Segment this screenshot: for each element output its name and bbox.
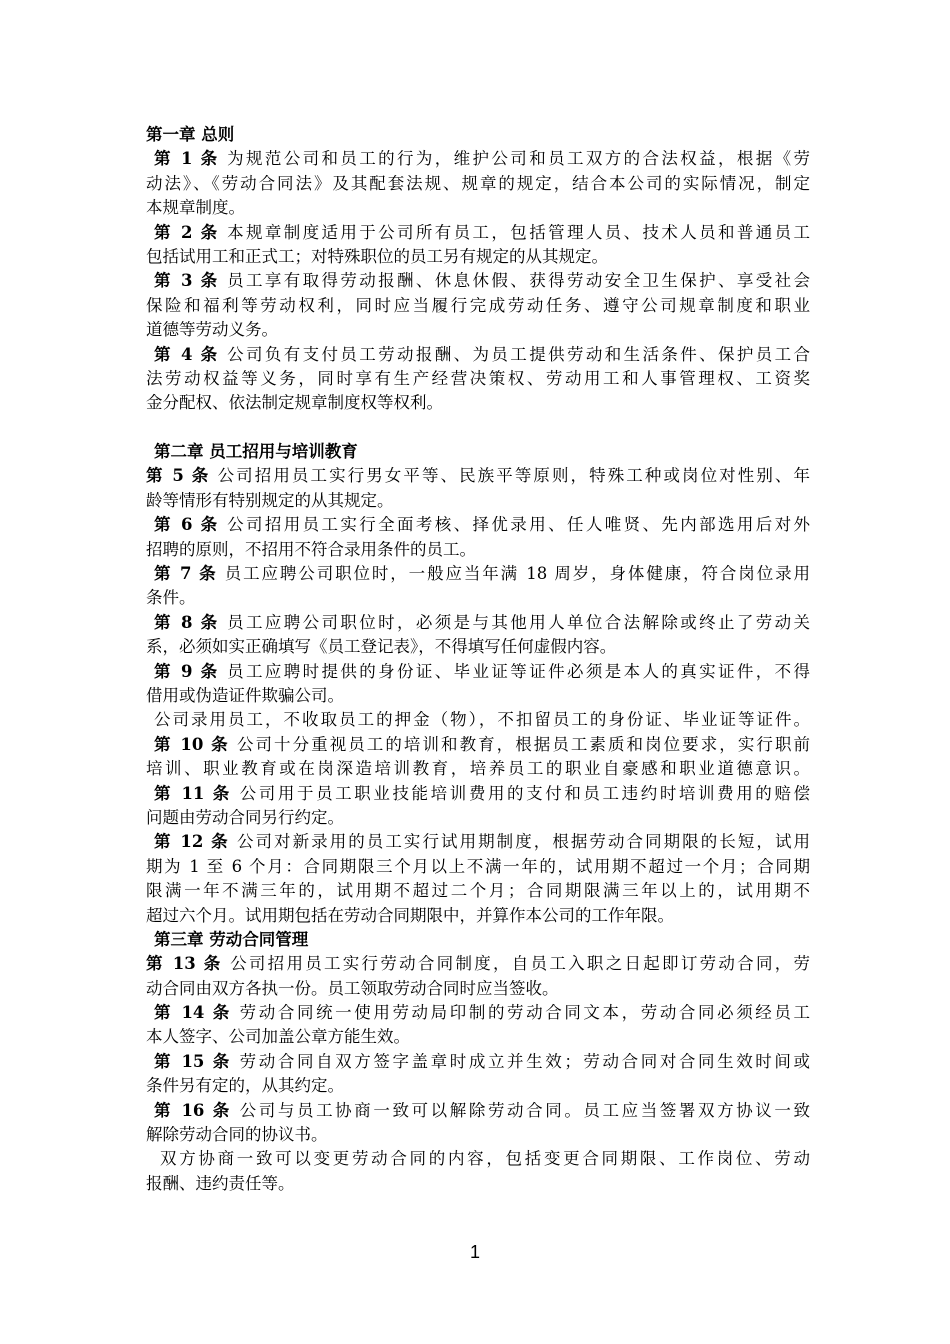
article-7-line-2: 条件。	[146, 588, 196, 608]
article-7-label: 第 7 条	[154, 564, 218, 584]
article-8-line-1: 第 8 条 员工应聘公司职位时，必须是与其他用人单位合法解除或终止了劳动关	[154, 612, 810, 632]
page-number: 1	[469, 1242, 480, 1262]
article-8-label: 第 8 条	[154, 612, 220, 632]
chapter-3-title: 第三章 劳动合同管理	[154, 929, 309, 949]
article-4-label: 第 4 条	[154, 344, 220, 364]
article-15-line-1: 第 15 条 劳动合同自双方签字盖章时成立并生效；劳动合同对合同生效时间或	[154, 1051, 810, 1071]
article-3-label: 第 3 条	[154, 271, 220, 291]
article-13-line-1: 第 13 条 公司招用员工实行劳动合同制度，自员工入职之日起即订劳动合同，劳	[146, 954, 811, 974]
article-13-line-2: 动合同由双方各执一份。员工领取劳动合同时应当签收。	[146, 978, 559, 998]
article-5-label: 第 5 条	[146, 466, 211, 486]
article-11-label: 第 11 条	[154, 783, 232, 803]
article-1-line-2: 动法》、《劳动合同法》及其配套法规、规章的规定，结合本公司的实际情况，制定	[146, 173, 810, 193]
article-16-line-1: 第 16 条 公司与员工协商一致可以解除劳动合同。员工应当签署双方协议一致	[154, 1100, 810, 1120]
article-6-line-1: 第 6 条 公司招用员工实行全面考核、择优录用、任人唯贤、先内部选用后对外	[154, 515, 810, 535]
article-3-line-3: 道德等劳动义务。	[146, 320, 278, 340]
article-15-line-2: 条件另有定的，从其约定。	[146, 1076, 344, 1096]
article-14-label: 第 14 条	[154, 1003, 232, 1023]
article-14-line-1: 第 14 条 劳动合同统一使用劳动局印制的劳动合同文本，劳动合同必须经员工	[154, 1003, 810, 1023]
article-13-label: 第 13 条	[146, 954, 223, 974]
article-14-line-2: 本人签字、公司加盖公章方能生效。	[146, 1027, 410, 1047]
article-6-line-2: 招聘的原则，不招用不符合录用条件的员工。	[146, 539, 476, 559]
article-9-label: 第 9 条	[154, 661, 220, 681]
article-2-line-2: 包括试用工和正式工；对特殊职位的员工另有规定的从其规定。	[146, 246, 608, 266]
article-9-line-1: 第 9 条 员工应聘时提供的身份证、毕业证等证件必须是本人的真实证件，不得	[154, 661, 810, 681]
article-9-line-2: 借用或伪造证件欺骗公司。	[146, 685, 344, 705]
article-15-label: 第 15 条	[154, 1051, 232, 1071]
article-16-label: 第 16 条	[154, 1100, 232, 1120]
article-12-line-4: 超过六个月。试用期包括在劳动合同期限中，并算作本公司的工作年限。	[146, 905, 674, 925]
article-5-line-1: 第 5 条 公司招用员工实行男女平等、民族平等原则，特殊工种或岗位对性别、年	[146, 466, 810, 486]
article-4-line-1: 第 4 条 公司负有支付员工劳动报酬、为员工提供劳动和生活条件、保护员工合	[154, 344, 810, 364]
article-4-line-2: 法劳动权益等义务，同时享有生产经营决策权、劳动用工和人事管理权、工资奖	[146, 368, 810, 388]
chapter-2-title: 第二章 员工招用与培训教育	[154, 442, 358, 462]
article-3-line-1: 第 3 条 员工享有取得劳动报酬、休息休假、获得劳动安全卫生保护、享受社会	[154, 271, 810, 291]
blank-line	[146, 416, 810, 440]
article-10-label: 第 10 条	[154, 734, 230, 754]
article-11-line-2: 问题由劳动合同另行约定。	[146, 807, 344, 827]
document-body	[146, 123, 810, 1196]
article-16-line-3: 双方协商一致可以变更劳动合同的内容，包括变更合同期限、工作岗位、劳动	[160, 1149, 810, 1169]
article-10-line-2: 培训、职业教育或在岗深造培训教育，培养员工的职业自豪感和职业道德意识。	[146, 759, 810, 779]
article-1-label: 第 1 条	[154, 149, 220, 169]
article-12-line-3: 限满一年不满三年的，试用期不超过二个月；合同期限满三年以上的，试用期不	[146, 881, 810, 901]
article-5-line-2: 龄等情形有特别规定的从其规定。	[146, 490, 394, 510]
article-12-line-2: 期为 1 至 6 个月：合同期限三个月以上不满一年的，试用期不超过一个月；合同期	[146, 856, 810, 876]
article-8-line-2: 系，必须如实正确填写《员工登记表》，不得填写任何虚假内容。	[146, 637, 617, 657]
article-9-line-3: 公司录用员工，不收取员工的押金（物），不扣留员工的身份证、毕业证等证件。	[154, 710, 810, 730]
article-12-label: 第 12 条	[154, 832, 230, 852]
article-11-line-1: 第 11 条 公司用于员工职业技能培训费用的支付和员工违约时培训费用的赔偿	[154, 783, 810, 803]
article-7-line-1: 第 7 条 员工应聘公司职位时，一般应当年满 18 周岁，身体健康，符合岗位录用	[154, 564, 810, 584]
article-4-line-3: 金分配权、依法制定规章制度权等权利。	[146, 393, 443, 413]
article-3-line-2: 保险和福利等劳动权利，同时应当履行完成劳动任务、遵守公司规章制度和职业	[146, 295, 810, 315]
article-12-line-1: 第 12 条 公司对新录用的员工实行试用期制度，根据劳动合同期限的长短，试用	[154, 832, 810, 852]
article-2-label: 第 2 条	[154, 222, 220, 242]
article-2-line-1: 第 2 条 本规章制度适用于公司所有员工，包括管理人员、技术人员和普通员工	[154, 222, 810, 242]
article-10-line-1: 第 10 条 公司十分重视员工的培训和教育，根据员工素质和岗位要求，实行职前	[154, 734, 810, 754]
article-16-line-2: 解除劳动合同的协议书。	[146, 1125, 328, 1145]
article-1-line-3: 本规章制度。	[146, 198, 245, 218]
article-6-label: 第 6 条	[154, 515, 220, 535]
article-16-line-4: 报酬、违约责任等。	[146, 1173, 295, 1193]
article-1-line-1: 第 1 条 为规范公司和员工的行为，维护公司和员工双方的合法权益，根据《劳	[154, 149, 810, 169]
chapter-1-title: 第一章 总则	[146, 125, 235, 144]
